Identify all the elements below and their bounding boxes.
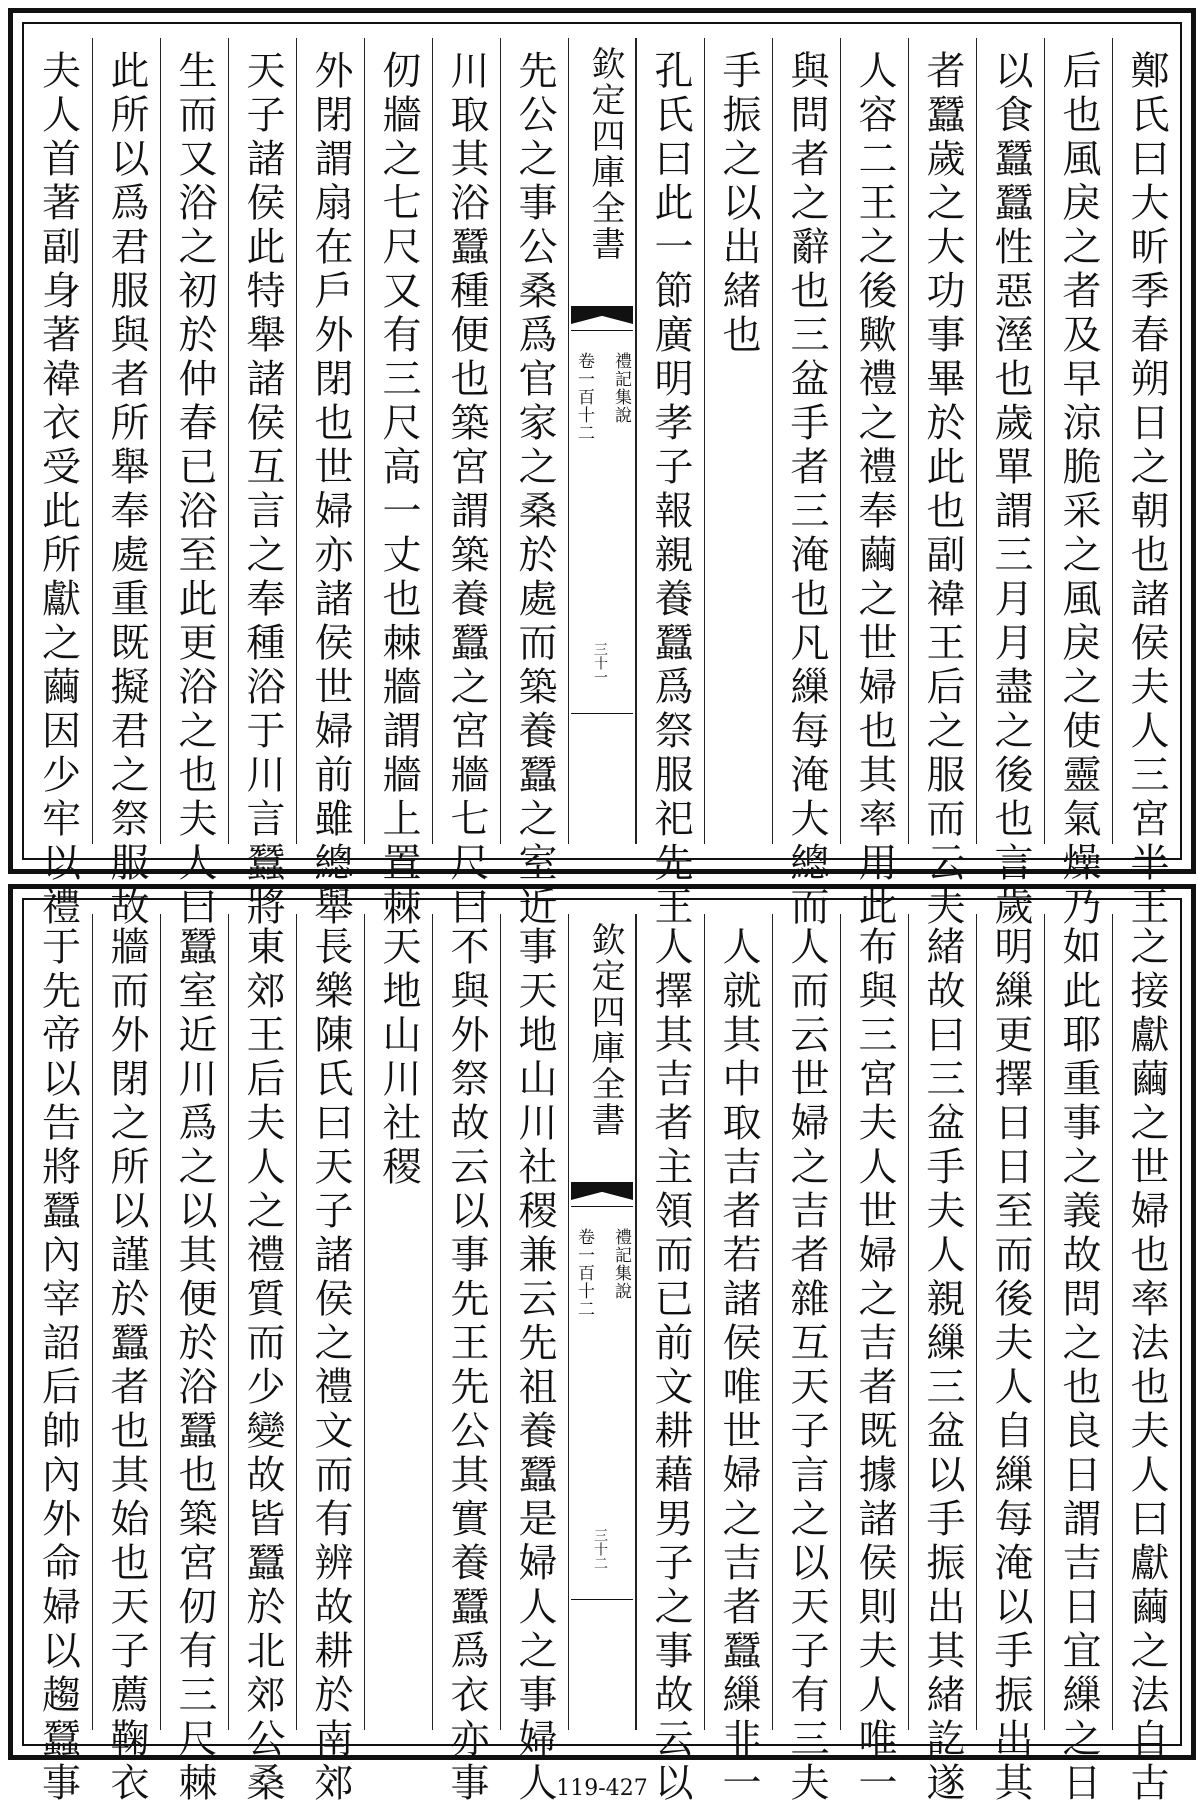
text-column: 緒故曰三盆手夫人親繅三盆以手振出其緒訖遂: [908, 914, 976, 1730]
header-rule: [571, 1599, 633, 1600]
text-column: 以食蠶蠶性惡溼也歲單謂三月月盡之後也言歲: [976, 38, 1044, 844]
text-column: 仞牆之七尺又有三尺高一丈也棘牆謂牆上置棘: [364, 38, 432, 844]
center-header: [568, 914, 636, 1730]
text-column: 鄭氏曰大昕季春朔日之朝也諸侯夫人三宮半王: [1112, 38, 1180, 844]
text-column: 天子諸侯此特舉諸侯互言之奉種浴于川言蠶將: [228, 38, 296, 844]
text-column: 后也風戾之者及早涼脆采之風戾之使靈氣燥乃: [1044, 38, 1112, 844]
text-column: 東郊王后夫人之禮質而少變故皆蠶於北郊公桑: [228, 914, 296, 1730]
text-column: 此所以爲君服與者所舉奉處重既擬君之祭服故: [92, 38, 160, 844]
fish-tail-ornament-outline: [571, 1206, 633, 1221]
text-column: 如此耶重事之義故問之也良日謂吉日宜繅之日: [1044, 914, 1112, 1730]
text-column: 人就其中取吉者若諸侯唯世婦之吉者蠶繅非一: [704, 914, 772, 1730]
text-column: 人而云世婦之吉者雜互天子言之以天子有三夫: [772, 914, 840, 1730]
work-title: 禮記集說: [611, 1228, 631, 1300]
text-column: 蠶室近川爲之以其便於浴蠶也築宮仞有三尺棘: [160, 914, 228, 1730]
text-column: 先公之事公桑爲官家之桑於處而築養蠶之室近: [500, 38, 568, 844]
text-column: 手振之以出緒也: [704, 38, 772, 844]
text-column: 外閉謂扇在戶外閉也世婦亦諸侯世婦前雖總舉: [296, 38, 364, 844]
text-column: 牆而外閉之所以謹於蠶者也其始也天子薦鞠衣: [92, 914, 160, 1730]
text-column: 人容二王之後歟禮之禮奉繭之世婦也其率用此: [840, 38, 908, 844]
text-column: 者蠶歲之大功事畢於此也副褘王后之服而云夫: [908, 38, 976, 844]
text-column: 明繅更擇日日至而後夫人自繅每淹以手振出其: [976, 914, 1044, 1730]
page-number: 119-427: [556, 1776, 648, 1801]
text-column: 事天地山川社稷兼云先祖養蠶是婦人之事婦人: [500, 914, 568, 1730]
text-column: 與問者之辭也三盆手者三淹也凡繅每淹大總而: [772, 38, 840, 844]
fish-tail-ornament: [571, 306, 633, 324]
text-column: 生而又浴之初於仲春已浴至此更浴之也夫人曰: [160, 38, 228, 844]
volume-label: 卷一百十二: [574, 352, 594, 442]
top-page: [8, 8, 1196, 930]
fish-tail-ornament: [571, 1182, 633, 1200]
center-header: [568, 38, 636, 844]
text-column: 川取其浴蠶種便也築宮謂築養蠶之宮牆七尺曰: [432, 38, 500, 844]
text-column: 長樂陳氏曰天子諸侯之禮文而有辨故耕於南郊: [296, 914, 364, 1730]
book-title: 欽定四庫全書: [585, 46, 625, 262]
volume-label: 卷一百十二: [574, 1228, 594, 1318]
text-column: 布與三宮夫人世婦之吉者既據諸侯則夫人唯一: [840, 914, 908, 1730]
text-column: 不與外祭故云以事先王先公其實養蠶爲衣亦事: [432, 914, 500, 1730]
folio-number: 三十一: [592, 642, 608, 684]
folio-number: 三十二: [592, 1528, 608, 1570]
text-column: 人擇其吉者主領而已前文耕藉男子之事故云以: [636, 914, 704, 1730]
work-title: 禮記集說: [611, 352, 631, 424]
text-column: 夫人首著副身著褘衣受此所獻之繭因少牢以禮: [35, 50, 81, 930]
text-column: 孔氏曰此一節廣明孝子報親養蠶爲祭服祀先王: [636, 38, 704, 844]
fish-tail-ornament-outline: [571, 330, 633, 345]
header-rule: [571, 713, 633, 714]
text-column: 之接獻繭之世婦也率法也夫人曰獻繭之法自古: [1112, 914, 1180, 1730]
book-title: 欽定四庫全書: [585, 922, 625, 1138]
text-column: 于先帝以告將蠶內宰詔后帥內外命婦以趨蠶事: [35, 926, 81, 1806]
text-column: 天地山川社稷: [364, 914, 432, 1730]
inner-border: [22, 22, 1182, 930]
